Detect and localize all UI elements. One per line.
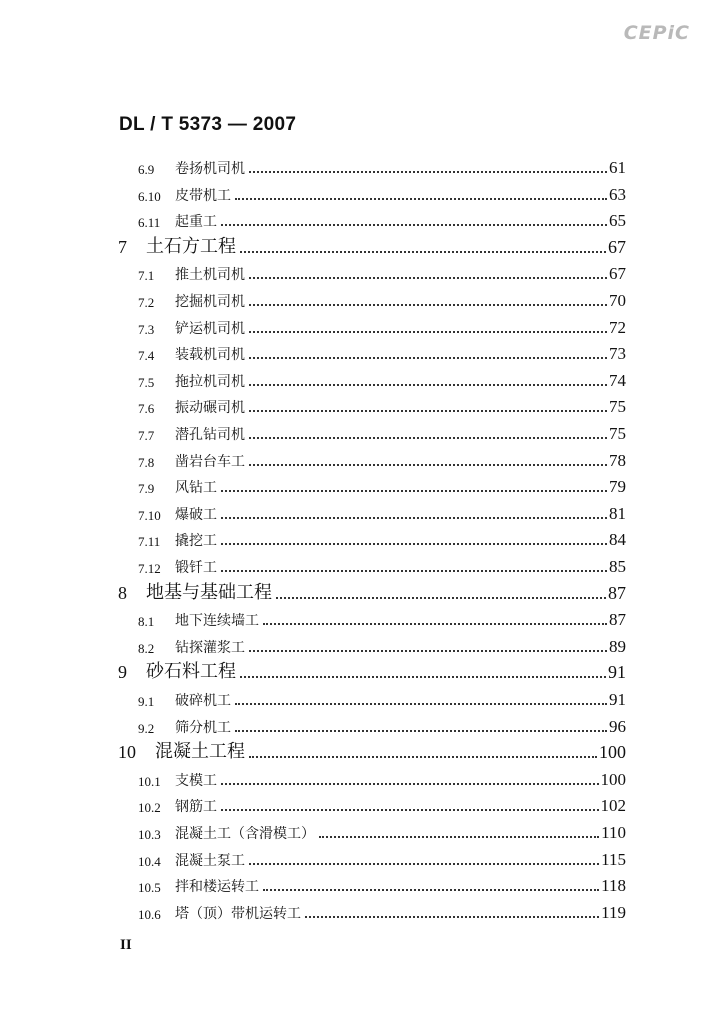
toc-entry-title: 地下连续墙工 bbox=[175, 613, 259, 630]
toc-entry-page: 85 bbox=[609, 557, 626, 576]
page-number: II bbox=[120, 937, 132, 953]
toc-entry-title: 振动碾司机 bbox=[175, 400, 245, 417]
dot-leader bbox=[263, 885, 599, 891]
dot-leader bbox=[240, 247, 606, 253]
toc-entry-page: 84 bbox=[609, 530, 626, 550]
toc-entry-number: 10.1 bbox=[138, 773, 161, 789]
toc-chapter-entry bbox=[118, 578, 626, 604]
toc-entry-page: 81 bbox=[609, 503, 626, 523]
dot-leader bbox=[249, 859, 599, 865]
dot-leader bbox=[221, 486, 607, 492]
toc-section-entry bbox=[138, 391, 626, 417]
toc-chapter-entry bbox=[118, 657, 626, 683]
toc-entry-number: 7.5 bbox=[138, 374, 155, 390]
toc-entry-title: 挖掘机司机 bbox=[175, 294, 245, 310]
toc-section-entry bbox=[138, 179, 626, 205]
toc-entry-title: 混凝土工（含滑模工） bbox=[175, 826, 315, 842]
publisher-logo: CEPiC bbox=[623, 22, 690, 44]
toc-entry-number: 10.6 bbox=[138, 906, 161, 922]
toc-entry-title: 撬挖工 bbox=[175, 533, 217, 550]
toc-section-entry bbox=[138, 445, 626, 471]
toc-entry-number: 7.6 bbox=[138, 401, 155, 417]
dot-leader bbox=[235, 699, 607, 705]
toc-entry-page: 79 bbox=[609, 477, 626, 497]
toc-entry-number: 10.3 bbox=[138, 827, 161, 842]
toc-entry-title: 推土机司机 bbox=[175, 267, 245, 284]
dot-leader bbox=[235, 194, 607, 200]
toc-chapter-entry bbox=[118, 737, 626, 763]
toc-chapter-entry bbox=[118, 232, 626, 258]
toc-entry-page: 115 bbox=[601, 849, 626, 869]
toc-entry-page: 72 bbox=[609, 317, 626, 337]
dot-leader bbox=[249, 353, 607, 359]
toc-entry-page: 110 bbox=[601, 823, 626, 842]
toc-section-entry bbox=[138, 817, 626, 843]
toc-entry-page: 87 bbox=[608, 582, 626, 603]
dot-leader bbox=[263, 619, 607, 625]
toc-entry-page: 70 bbox=[609, 291, 626, 310]
toc-entry-title: 筛分机工 bbox=[175, 719, 231, 736]
toc-entry-number: 7.7 bbox=[138, 428, 155, 443]
toc-section-entry bbox=[138, 764, 626, 790]
dot-leader bbox=[221, 805, 599, 811]
toc-entry-page: 65 bbox=[609, 211, 626, 231]
dot-leader bbox=[221, 539, 607, 545]
toc-entry-title: 潜孔钻司机 bbox=[175, 427, 245, 443]
toc-entry-title: 破碎机工 bbox=[175, 693, 231, 709]
dot-leader bbox=[221, 513, 607, 519]
toc-entry-number: 7.4 bbox=[138, 348, 155, 364]
dot-leader bbox=[249, 460, 607, 466]
toc-section-entry bbox=[138, 365, 626, 391]
toc-entry-number: 7.11 bbox=[138, 534, 161, 550]
toc-entry-page: 67 bbox=[609, 264, 626, 284]
toc-entry-page: 63 bbox=[609, 184, 626, 204]
toc-entry-title: 铲运机司机 bbox=[175, 320, 245, 337]
toc-section-entry bbox=[138, 285, 626, 311]
toc-entry-number: 10 bbox=[118, 742, 136, 763]
toc-entry-number: 6.9 bbox=[138, 162, 155, 177]
document-code: DL / T 5373 — 2007 bbox=[119, 114, 297, 135]
toc-entry-title: 锻钎工 bbox=[175, 560, 217, 576]
toc-section-entry bbox=[138, 684, 626, 710]
toc-entry-number: 8.2 bbox=[138, 640, 155, 656]
toc-entry-page: 61 bbox=[609, 158, 626, 177]
toc-entry-title: 装载机司机 bbox=[175, 347, 245, 364]
dot-leader bbox=[221, 220, 607, 226]
dot-leader bbox=[249, 327, 607, 333]
toc-section-entry bbox=[138, 498, 626, 524]
toc-entry-page: 74 bbox=[609, 370, 626, 390]
toc-entry-number: 7.3 bbox=[138, 321, 155, 337]
toc-entry-number: 9 bbox=[118, 662, 127, 683]
toc-section-entry bbox=[138, 312, 626, 338]
toc-entry-page: 67 bbox=[608, 236, 626, 257]
toc-entry-page: 89 bbox=[609, 636, 626, 656]
toc-entry-number: 7 bbox=[118, 236, 127, 257]
toc-entry-number: 7.2 bbox=[138, 295, 155, 310]
dot-leader bbox=[249, 406, 607, 412]
dot-leader bbox=[319, 832, 599, 838]
dot-leader bbox=[221, 779, 599, 785]
dot-leader bbox=[221, 566, 607, 572]
toc-entry-page: 75 bbox=[609, 424, 626, 443]
toc-entry-title: 爆破工 bbox=[175, 506, 217, 523]
toc-entry-title: 拖拉机司机 bbox=[175, 373, 245, 390]
toc-entry-title: 支模工 bbox=[175, 772, 217, 789]
toc-section-entry bbox=[138, 790, 626, 816]
toc-entry-number: 7.10 bbox=[138, 507, 161, 523]
toc-entry-page: 73 bbox=[609, 344, 626, 364]
toc-section-entry bbox=[138, 338, 626, 364]
toc-entry-page: 87 bbox=[609, 610, 626, 630]
toc-entry-number: 6.11 bbox=[138, 215, 161, 231]
toc-entry-title: 钻探灌浆工 bbox=[175, 639, 245, 656]
toc-entry-number: 10.5 bbox=[138, 880, 161, 896]
toc-section-entry bbox=[138, 205, 626, 231]
toc-entry-page: 102 bbox=[600, 796, 626, 816]
toc-entry-title: 拌和楼运转工 bbox=[175, 879, 259, 896]
toc-entry-page: 75 bbox=[609, 397, 626, 417]
toc-entry-title: 钢筋工 bbox=[175, 799, 217, 816]
toc-entry-page: 118 bbox=[601, 876, 626, 896]
toc-section-entry bbox=[138, 604, 626, 630]
toc-entry-title: 混凝土工程 bbox=[155, 741, 245, 763]
toc-entry-number: 7.8 bbox=[138, 454, 155, 470]
toc-entry-number: 10.2 bbox=[138, 800, 161, 816]
toc-entry-page: 78 bbox=[609, 450, 626, 470]
toc-entry-page: 91 bbox=[609, 690, 626, 709]
toc-entry-number: 6.10 bbox=[138, 188, 161, 204]
toc-section-entry bbox=[138, 844, 626, 870]
dot-leader bbox=[276, 593, 606, 599]
toc-section-entry bbox=[138, 152, 626, 178]
toc-section-entry bbox=[138, 897, 626, 923]
dot-leader bbox=[249, 752, 597, 758]
dot-leader bbox=[249, 433, 607, 439]
toc-entry-title: 塔（顶）带机运转工 bbox=[175, 905, 301, 922]
toc-entry-title: 凿岩台车工 bbox=[175, 453, 245, 470]
dot-leader bbox=[305, 912, 599, 918]
toc-entry-page: 96 bbox=[609, 716, 626, 736]
dot-leader bbox=[249, 300, 607, 306]
toc-section-entry bbox=[138, 551, 626, 577]
dot-leader bbox=[249, 167, 607, 173]
toc-entry-number: 9.2 bbox=[138, 720, 155, 736]
toc-entry-number: 8 bbox=[118, 582, 127, 603]
toc-entry-title: 土石方工程 bbox=[146, 235, 236, 257]
toc-entry-title: 风钻工 bbox=[175, 480, 217, 497]
toc-entry-page: 119 bbox=[601, 902, 626, 922]
toc-entry-number: 8.1 bbox=[138, 614, 155, 630]
toc-entry-title: 地基与基础工程 bbox=[146, 581, 272, 603]
toc-entry-number: 7.12 bbox=[138, 561, 161, 576]
toc-section-entry bbox=[138, 711, 626, 737]
dot-leader bbox=[249, 273, 607, 279]
toc-section-entry bbox=[138, 471, 626, 497]
dot-leader bbox=[235, 726, 607, 732]
toc-entry-title: 起重工 bbox=[175, 214, 217, 231]
toc-entry-number: 7.9 bbox=[138, 481, 155, 497]
toc-entry-page: 100 bbox=[600, 769, 626, 789]
toc-section-entry bbox=[138, 524, 626, 550]
toc-entry-title: 混凝土泵工 bbox=[175, 852, 245, 869]
toc-entry-number: 10.4 bbox=[138, 853, 161, 869]
toc-entry-title: 卷扬机司机 bbox=[175, 161, 245, 177]
dot-leader bbox=[249, 646, 607, 652]
dot-leader bbox=[249, 380, 607, 386]
toc-entry-number: 7.1 bbox=[138, 268, 155, 284]
toc-section-entry bbox=[138, 870, 626, 896]
toc-entry-number: 9.1 bbox=[138, 694, 155, 709]
toc-section-entry bbox=[138, 258, 626, 284]
dot-leader bbox=[240, 672, 606, 678]
toc-entry-page: 91 bbox=[608, 662, 626, 683]
toc-entry-title: 皮带机工 bbox=[175, 187, 231, 204]
toc-entry-page: 100 bbox=[599, 742, 626, 763]
toc-section-entry bbox=[138, 631, 626, 657]
toc-entry-title: 砂石料工程 bbox=[146, 661, 236, 683]
toc-section-entry bbox=[138, 418, 626, 444]
